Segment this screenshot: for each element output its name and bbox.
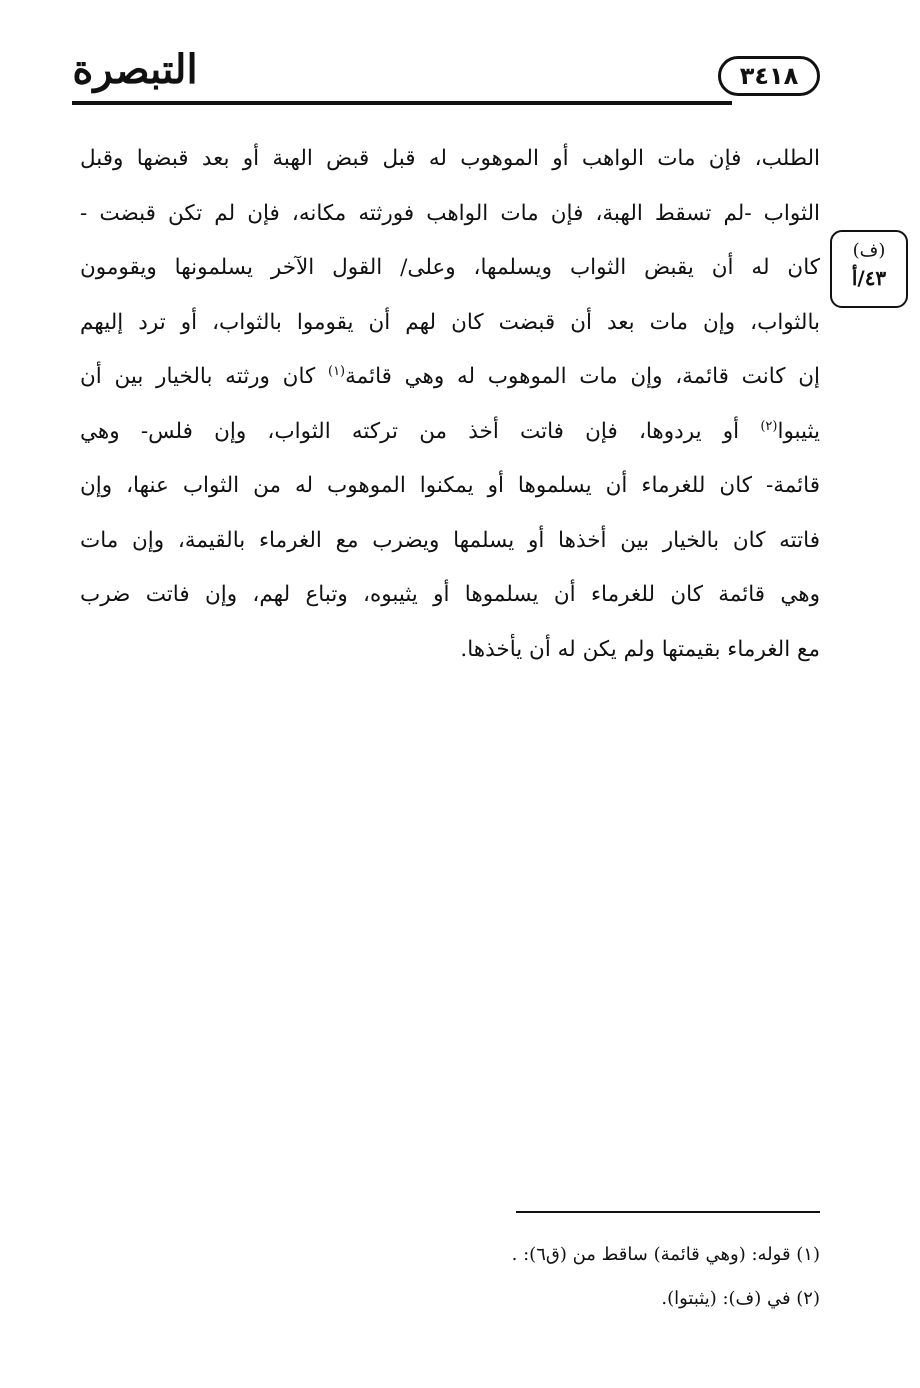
text-line: كان له أن يقبض الثواب ويسلمها، وعلى/ القول الآخر يسلمونها ويقومون [80,255,820,280]
running-header-title: التبصرة [72,46,198,93]
text-line: يثيبوا$^{(٢)}$ أو يردوها، فإن فاتت أخذ من تركته الثواب، وإن فلس- وهي [80,418,820,444]
footnotes [300,1233,820,1321]
text-line: قائمة- كان للغرماء أن يسلموها أو يمكنوا الموهوب له من الثواب عنها، وإن [80,473,820,498]
footnote-2: (٢) في (ف): (يثبتوا). [661,1288,820,1309]
text-line: بالثواب، وإن مات بعد أن قبضت كان لهم أن يقوموا بالثواب، أو ترد إليهم [80,309,820,335]
margin-note-source: (ف) [852,240,886,261]
footnote-separator [516,1211,820,1213]
margin-note-folio: ٤٣/أ [851,266,887,290]
text-line: فاتته كان بالخيار بين أخذها أو يسلمها ويضرب مع الغرماء بالقيمة، وإن مات [80,527,820,553]
main-text [80,132,820,677]
footnote-1: (١) قوله: (وهي قائمة) ساقط من (ق٦): . [511,1244,820,1265]
text-line: إن كانت قائمة، وإن مات الموهوب له وهي قائمة$^{(١)}$ كان ورثته بالخيار بين أن [80,363,820,389]
footnote-marker: (١) [327,363,346,379]
margin-manuscript-note [830,230,908,308]
page-number: ٣٤١٨ [718,56,820,96]
text-line: الطلب، فإن مات الواهب أو الموهوب له قبل قبض الهبة أو بعد قبضها وقبل [80,146,820,171]
header-rule [72,101,732,105]
footnote-marker: (٢) [760,418,778,434]
text-line: وهي قائمة كان للغرماء أن يسلموها أو يثيبوه، وتباع لهم، وإن فاتت ضرب [80,582,820,607]
text-line: مع الغرماء بقيمتها ولم يكن له أن يأخذها. [460,636,820,662]
text-line: الثواب -لم تسقط الهبة، فإن مات الواهب فورثته مكانه، فإن لم تكن قبضت - [80,200,820,226]
